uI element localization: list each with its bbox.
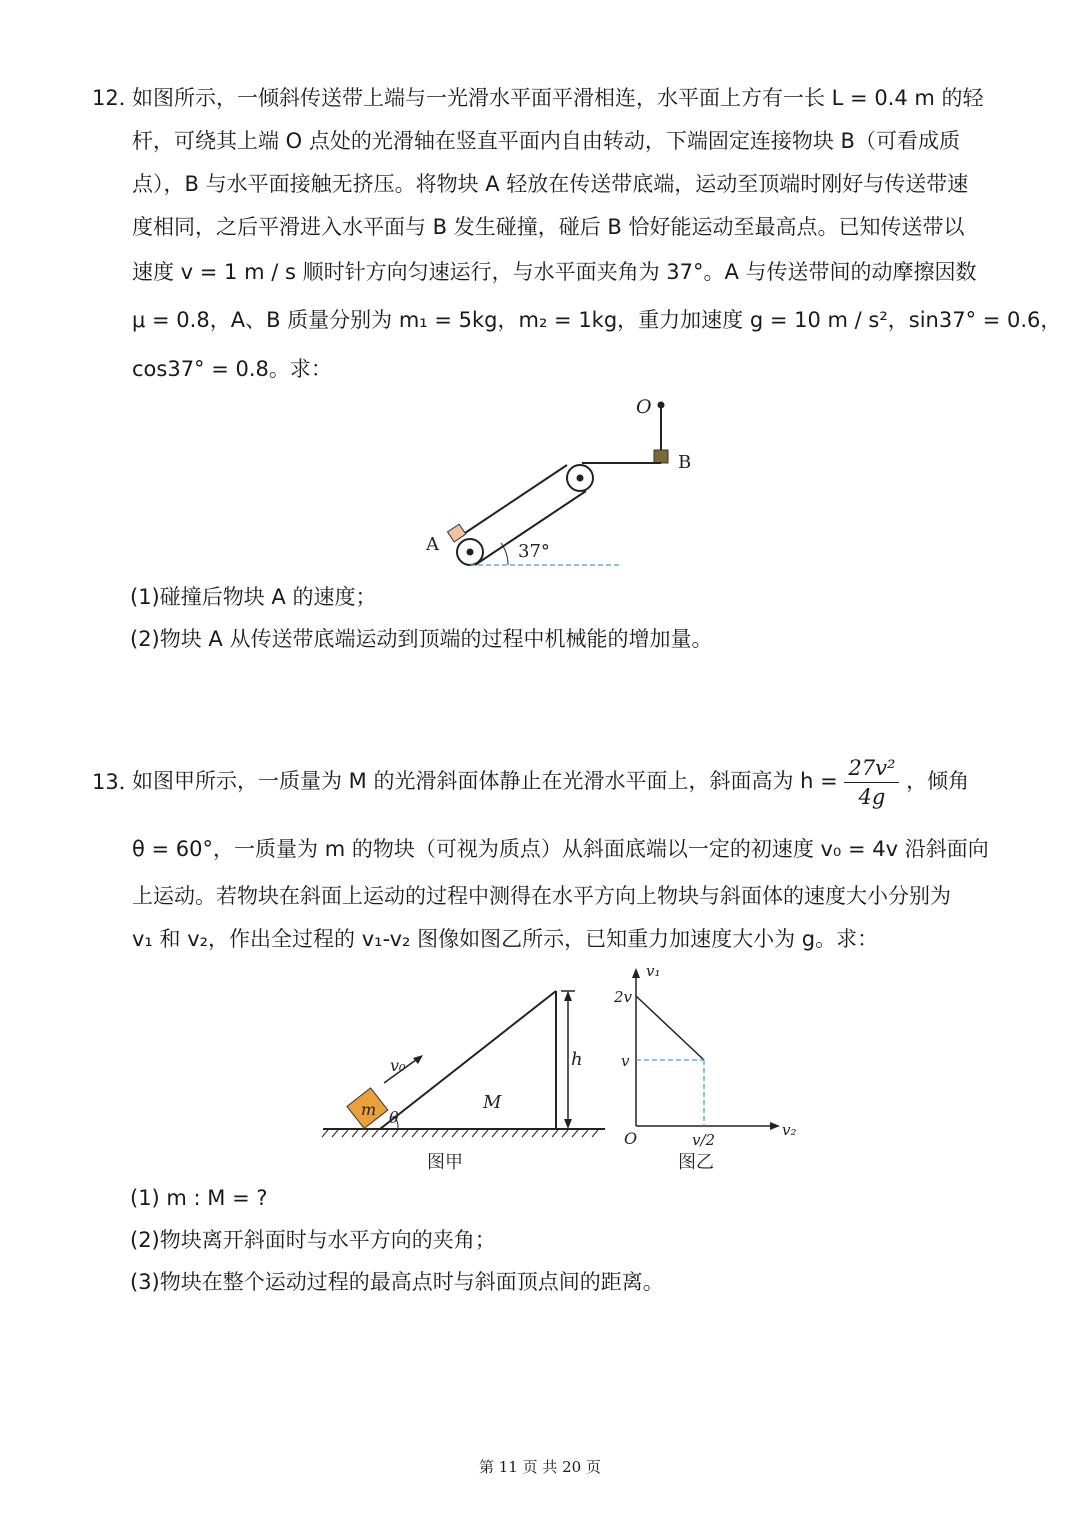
label-a: A [426,534,439,555]
q13-line-1-prefix: 如图甲所示，一质量为 M 的光滑斜面体静止在光滑水平面上，斜面高为 h = [132,769,838,793]
label-theta: θ [389,1108,399,1127]
tick-2v: 2v [614,988,633,1006]
q12-line-7: cos37° = 0.8。求： [132,357,332,381]
tick-v: v [621,1052,630,1070]
label-v2: v₂ [782,1121,797,1139]
label-m: m [361,1100,377,1119]
q13-sub-3: (3)物块在整个运动过程的最高点时与斜面顶点间的距离。 [130,1270,664,1294]
tick-half-v: v/2 [692,1131,716,1149]
q13-figure-jia [320,975,610,1185]
fraction-numerator: 27v² [844,754,899,783]
q13-line-3: 上运动。若物块在斜面上运动的过程中测得在水平方向上物块与斜面体的速度大小分别为 [132,884,951,908]
q13-sub-1: (1) m : M = ? [130,1186,268,1210]
caption-jia: 图甲 [427,1152,463,1173]
height-fraction [844,754,899,811]
label-h: h [571,1049,583,1070]
q12-line-1: 如图所示，一倾斜传送带上端与一光滑水平面平滑相连，水平面上方有一长 L = 0.4 m 的轻 [132,86,984,110]
q13-sub-2: (2)物块离开斜面时与水平方向的夹角； [130,1228,496,1252]
label-b: B [678,452,692,473]
q13-line-2: θ = 60°，一质量为 m 的物块（可视为质点）从斜面底端以一定的初速度 v₀ = 4v 沿斜面向 [132,837,989,861]
q12-line-4: 度相同，之后平滑进入水平面与 B 发生碰撞，碰后 B 恰好能运动至最高点。已知传送带以 [132,215,965,239]
page-footer: 第 11 页 共 20 页 [478,1458,601,1476]
block-a [448,524,466,542]
q12-sub-2: (2)物块 A 从传送带底端运动到顶端的过程中机械能的增加量。 [130,627,713,651]
q13-line-1-suffix: ，倾角 [906,769,970,793]
q12-line-2: 杆，可绕其上端 O 点处的光滑轴在竖直平面内自由转动，下端固定连接物块 B（可看成质 [132,129,960,153]
q12-line-5: 速度 v = 1 m / s 顺时针方向匀速运行，与水平面夹角为 37°。A 与传送带间的动摩擦因数 [132,260,977,284]
fraction-denominator: 4g [858,784,886,809]
q13-figure-yi [608,960,808,1185]
q12-line-3: 点），B 与水平面接触无挤压。将物块 A 轻放在传送带底端，运动至顶端时刚好与传送带速 [132,172,969,196]
q13-line-1 [132,750,969,812]
label-angle: 37° [518,541,550,562]
label-o: O [636,396,652,418]
graph-line [636,996,704,1060]
label-big-m: M [483,1092,502,1113]
q12-conveyor-figure [410,390,710,580]
q13-number: 13． [92,770,140,794]
block-b [654,450,668,463]
label-v0: v₀ [390,1056,406,1075]
q13-line-4: v₁ 和 v₂，作出全过程的 v₁-v₂ 图像如图乙所示，已知重力加速度大小为 g。求： [132,927,879,951]
origin-o: O [624,1129,638,1148]
q12-line-6: μ = 0.8，A、B 质量分别为 m₁ = 5kg，m₂ = 1kg，重力加速度 g = 10 m / s²，sin37° = 0.6， [132,308,1062,332]
q12-sub-1: (1)碰撞后物块 A 的速度； [130,585,377,609]
label-v1: v₁ [646,962,661,980]
caption-yi: 图乙 [678,1152,714,1173]
q12-number: 12． [92,86,140,110]
